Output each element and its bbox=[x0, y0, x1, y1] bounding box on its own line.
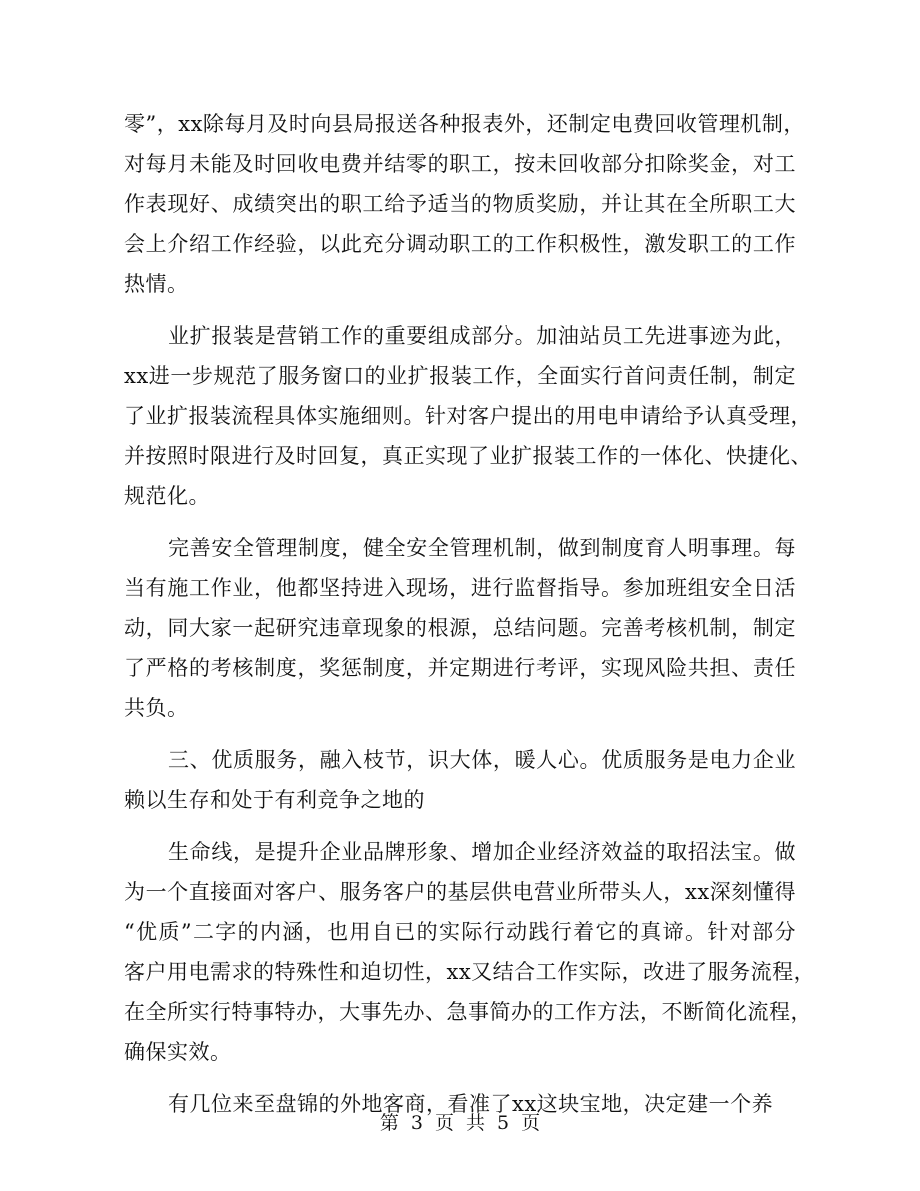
text-line: 会上介绍工作经验，以此充分调动职工的工作积极性，激发职工的工作 bbox=[124, 232, 796, 256]
paragraph-5 bbox=[124, 832, 816, 1072]
text-line: 共负。 bbox=[124, 696, 189, 720]
text-line: 完善安全管理制度，健全安全管理机制，做到制度育人明事理。每 bbox=[168, 536, 796, 560]
text-line: 客户用电需求的特殊性和迫切性，xx又结合工作实际，改进了服务流程， bbox=[124, 960, 816, 984]
text-line: 为一个直接面对客户、服务客户的基层供电营业所带头人，xx深刻懂得 bbox=[124, 880, 796, 904]
text-line: 作表现好、成绩突出的职工给予适当的物质奖励，并让其在全所职工大 bbox=[124, 192, 796, 216]
paragraph-2 bbox=[124, 316, 812, 516]
text-line: 在全所实行特事特办，大事先办、急事简办的工作方法，不断简化流程， bbox=[124, 1000, 812, 1024]
text-line: 确保实效。 bbox=[124, 1040, 232, 1064]
paragraph-4 bbox=[124, 740, 796, 820]
document-body bbox=[124, 104, 816, 1136]
paragraph-1 bbox=[124, 104, 805, 304]
text-line: 了严格的考核制度，奖惩制度，并定期进行考评，实现风险共担、责任 bbox=[124, 656, 796, 680]
text-line: 热情。 bbox=[124, 272, 189, 296]
text-line: 规范化。 bbox=[124, 484, 210, 508]
text-line: xx进一步规范了服务窗口的业扩报装工作，全面实行首问责任制，制定 bbox=[124, 364, 796, 388]
text-line: 动，同大家一起研究违章现象的根源，总结问题。完善考核机制，制定 bbox=[124, 616, 796, 640]
text-line: 生命线，是提升企业品牌形象、增加企业经济效益的取招法宝。做 bbox=[168, 840, 796, 864]
text-line: 三、优质服务，融入枝节，识大体，暖人心。优质服务是电力企业 bbox=[168, 748, 796, 772]
text-line: 对每月未能及时回收电费并结零的职工，按未回收部分扣除奖金，对工 bbox=[124, 152, 796, 176]
text-line: 零”，xx除每月及时向县局报送各种报表外，还制定电费回收管理机制， bbox=[124, 112, 805, 136]
text-line: 业扩报装是营销工作的重要组成部分。加油站员工先进事迹为此， bbox=[168, 324, 796, 348]
page-number-footer: 第 3 页 共 5 页 bbox=[379, 1112, 541, 1134]
text-line: 当有施工作业，他都坚持进入现场，进行监督指导。参加班组安全日活 bbox=[124, 576, 796, 600]
text-line: 赖以生存和处于有利竞争之地的 bbox=[124, 788, 425, 812]
text-line: 了业扩报装流程具体实施细则。针对客户提出的用电申请给予认真受理， bbox=[124, 404, 812, 428]
text-line: 并按照时限进行及时回复，真正实现了业扩报装工作的一体化、快捷化、 bbox=[124, 444, 812, 468]
text-line: “优质”二字的内涵，也用自已的实际行动践行着它的真谛。针对部分 bbox=[124, 920, 796, 944]
paragraph-3 bbox=[124, 528, 796, 728]
text-line: 有几位来至盘锦的外地客商，看准了xx这块宝地，决定建一个养 bbox=[168, 1092, 774, 1116]
